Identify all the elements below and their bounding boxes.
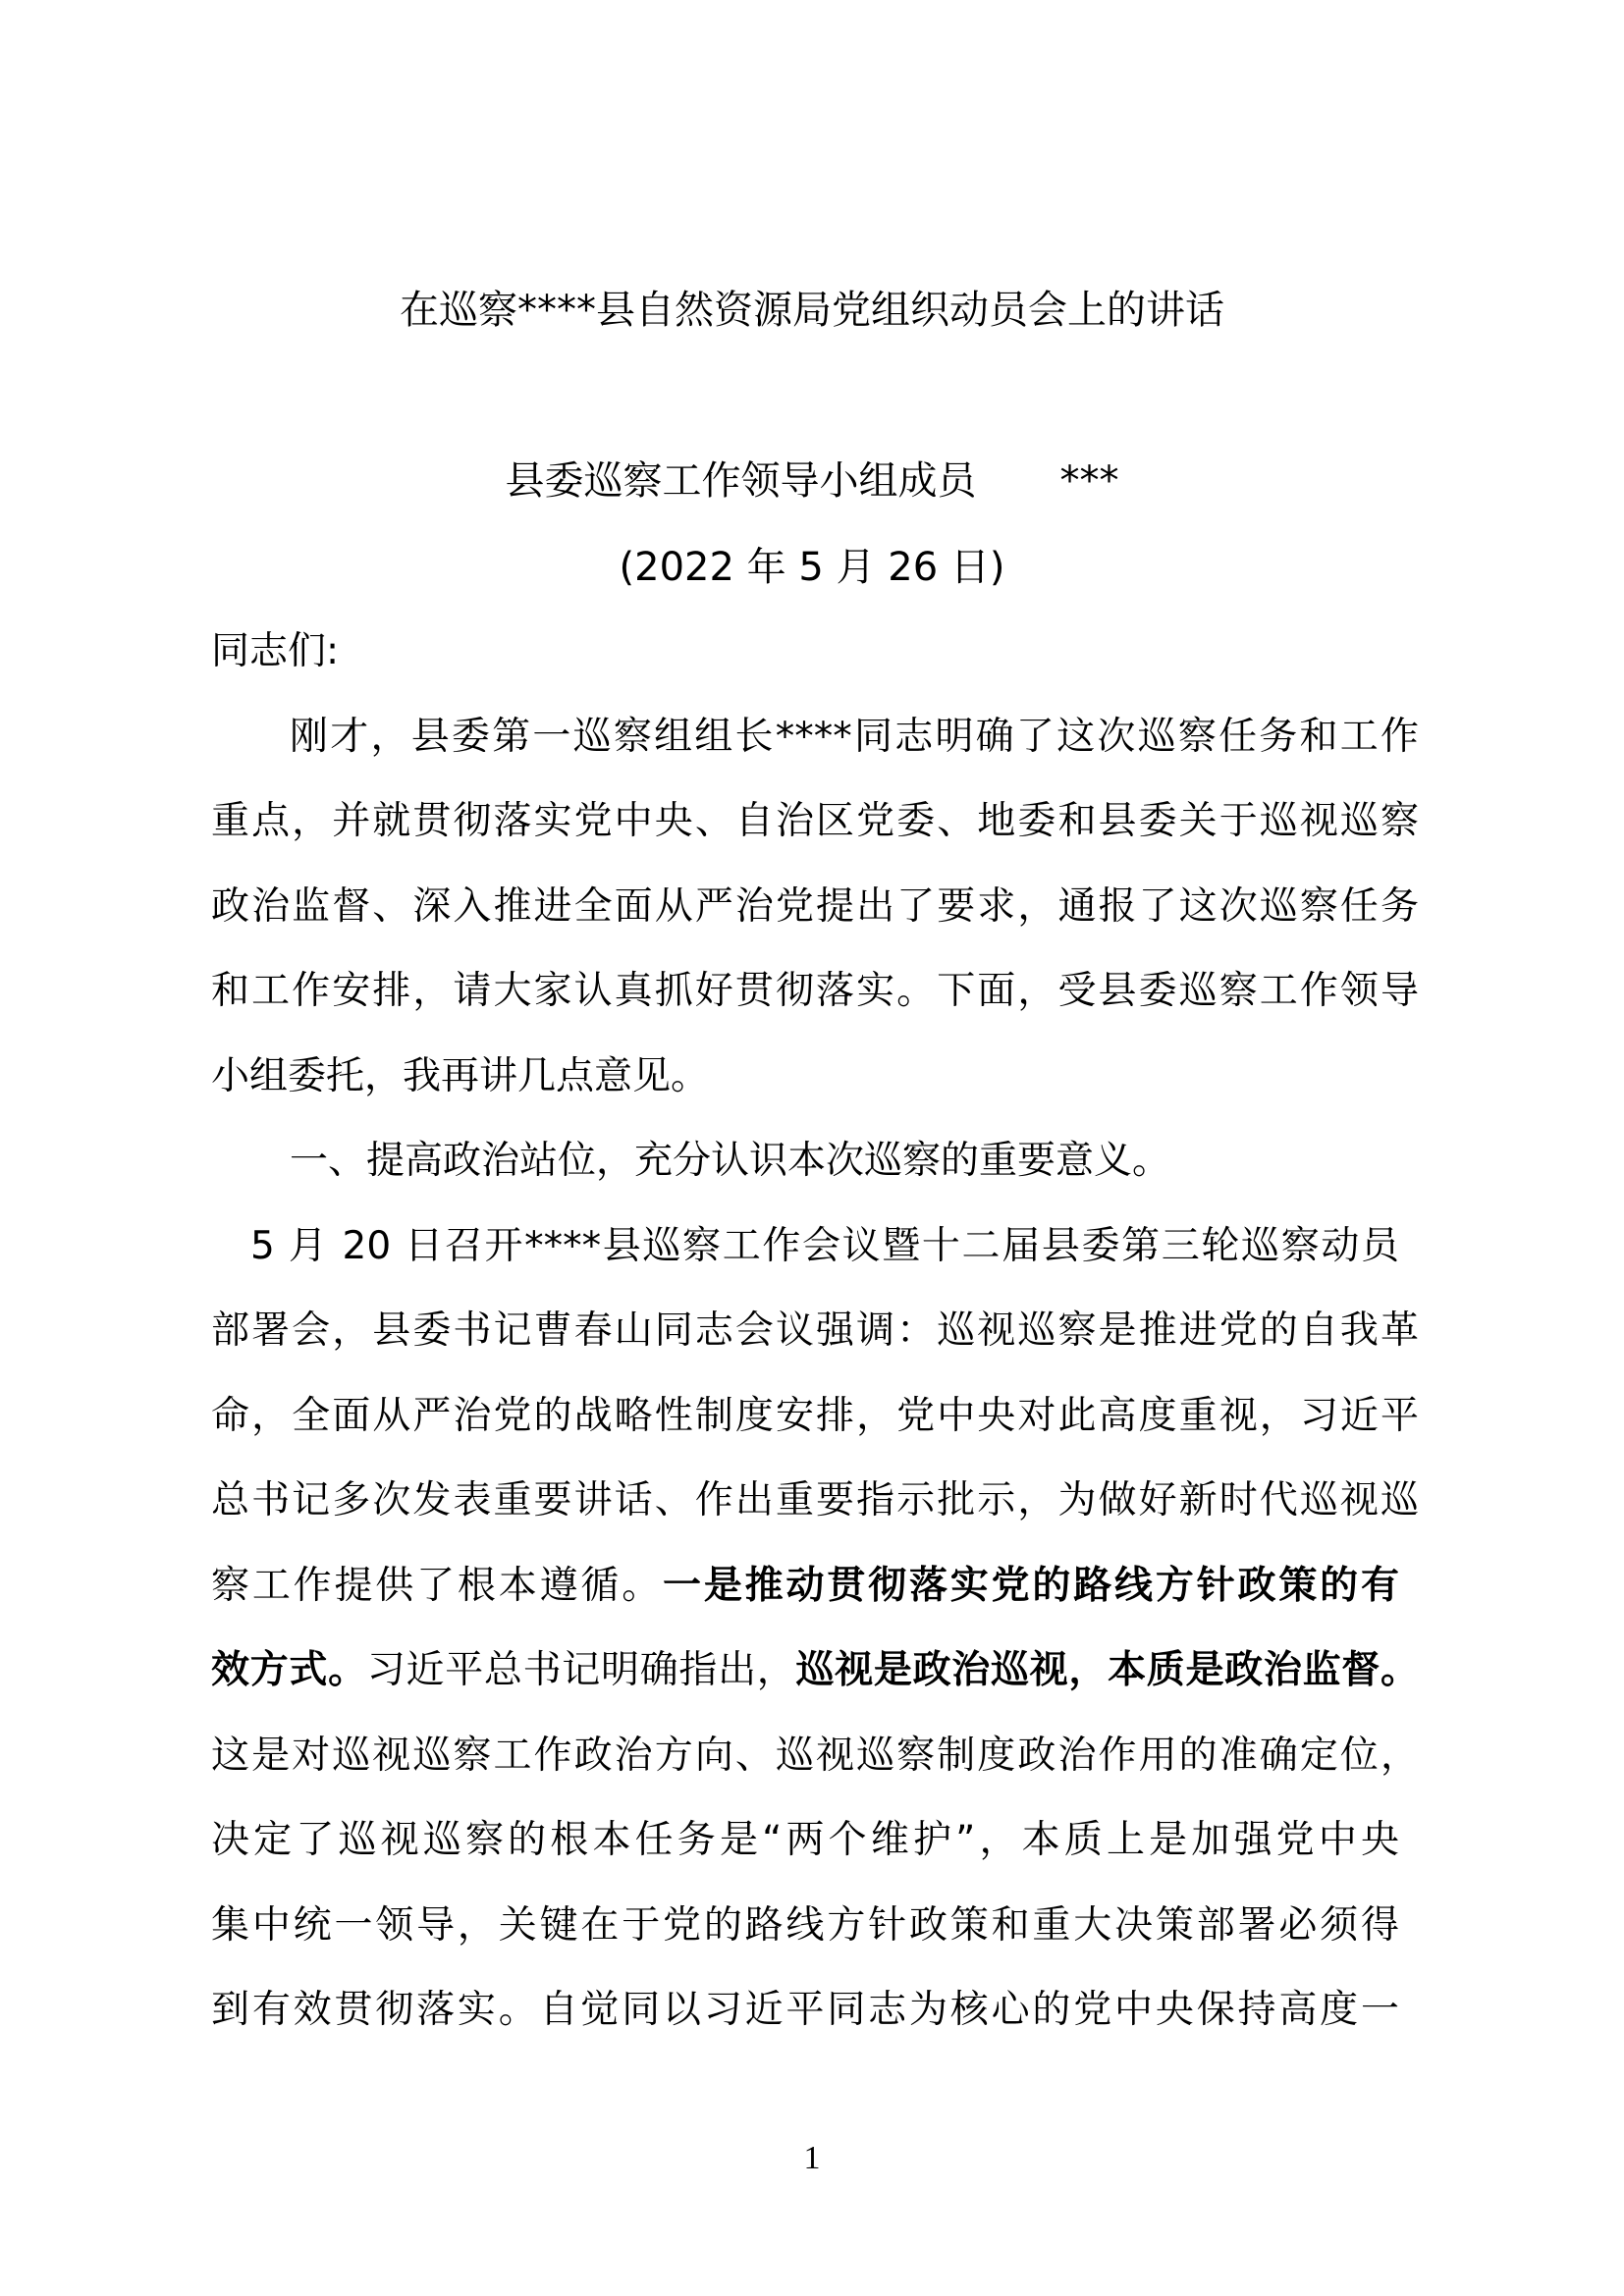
speech-date: (2022 年 5 月 26 日) xyxy=(619,545,1005,590)
paragraph-line: 5 月 20 日召开****县巡察工作会议暨十二届县委第三轮巡察动员 xyxy=(250,1224,1399,1268)
speaker-role: 县委巡察工作领导小组成员 xyxy=(505,458,977,504)
paragraph-line: 重点，并就贯彻落实党中央、自治区党委、地委和县委关于巡视巡察 xyxy=(211,799,1419,843)
normal-text: 察工作提供了根本遵循。 xyxy=(211,1564,664,1608)
paragraph-line: 总书记多次发表重要讲话、作出重要指示批示，为做好新时代巡视巡 xyxy=(211,1478,1419,1522)
normal-text: 习近平总书记明确指出， xyxy=(366,1648,796,1692)
paragraph-line: 和工作安排，请大家认真抓好贯彻落实。下面，受县委巡察工作领导 xyxy=(211,969,1419,1013)
paragraph-line: 这是对巡视巡察工作政治方向、巡视巡察制度政治作用的准确定位， xyxy=(211,1734,1419,1778)
paragraph-line-mixed xyxy=(211,1563,1399,1610)
paragraph-line: 命，全面从严治党的战略性制度安排，党中央对此高度重视，习近平 xyxy=(211,1394,1419,1438)
paragraph-line: 小组委托，我再讲几点意见。 xyxy=(211,1054,710,1098)
paragraph-line: 部署会，县委书记曹春山同志会议强调：巡视巡察是推进党的自我革 xyxy=(211,1308,1419,1353)
paragraph-line: 集中统一领导，关键在于党的路线方针政策和重大决策部署必须得 xyxy=(211,1903,1399,1948)
speaker-name: *** xyxy=(1059,458,1119,504)
paragraph-line: 刚才，县委第一巡察组组长****同志明确了这次巡察任务和工作 xyxy=(290,715,1419,759)
section-heading: 一、提高政治站位，充分认识本次巡察的重要意义。 xyxy=(290,1139,1171,1183)
bold-emphasis: 一是推动贯彻落实党的路线方针政策的有 xyxy=(663,1564,1399,1608)
paragraph-line: 政治监督、深入推进全面从严治党提出了要求，通报了这次巡察任务 xyxy=(211,884,1419,929)
bold-emphasis: 效方式。 xyxy=(211,1648,367,1692)
salutation: 同志们: xyxy=(211,629,340,673)
paragraph-line: 到有效贯彻落实。自觉同以习近平同志为核心的党中央保持高度一 xyxy=(211,1988,1399,2032)
document-title: 在巡察****县自然资源局党组织动员会上的讲话 xyxy=(400,288,1224,333)
bold-emphasis: 巡视是政治巡视，本质是政治监督。 xyxy=(795,1648,1419,1692)
page-number: 1 xyxy=(803,2140,821,2176)
byline xyxy=(0,457,1624,505)
paragraph-line-mixed xyxy=(211,1647,1419,1694)
paragraph-line: 决定了巡视巡察的根本任务是“两个维护”，本质上是加强党中央 xyxy=(211,1818,1399,1862)
